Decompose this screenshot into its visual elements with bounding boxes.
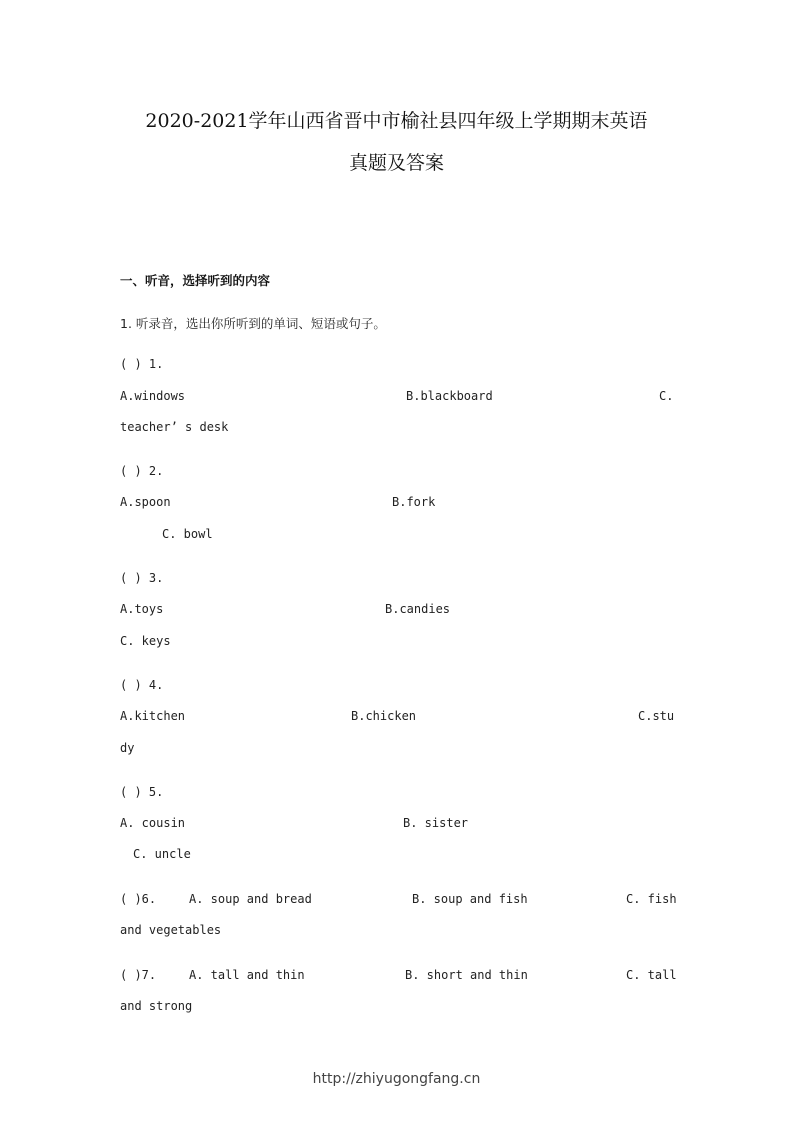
option-c: C. keys <box>120 634 171 648</box>
question-number: ( )6. <box>120 892 157 906</box>
option-a: A. tall and thin <box>189 968 305 982</box>
question-number: ( ) 2. <box>120 464 164 478</box>
option-c: C. tall <box>626 968 677 982</box>
option-c: C. uncle <box>133 847 191 861</box>
option-c-continued: and vegetables <box>120 923 222 937</box>
option-b: B.blackboard <box>406 389 493 403</box>
option-c-continued: teacher’ s desk <box>120 420 229 434</box>
option-b: B.chicken <box>351 709 417 723</box>
option-b: B. short and thin <box>405 968 528 982</box>
option-a: A.spoon <box>120 495 171 509</box>
option-b: B. sister <box>403 816 469 830</box>
instruction-text: 1. 听录音，选出你所听到的单词、短语或句子。 <box>120 316 386 331</box>
option-a: A.kitchen <box>120 709 186 723</box>
question-number: ( ) 4. <box>120 678 164 692</box>
footer-url[interactable]: http://zhiyugongfang.cn <box>312 1071 481 1087</box>
question-number: ( ) 5. <box>120 785 164 799</box>
option-b: B.fork <box>392 495 436 509</box>
document-title-line2: 真题及答案 <box>348 152 444 174</box>
option-c: C.stu <box>638 709 675 723</box>
section-heading: 一、听音，选择听到的内容 <box>120 273 271 288</box>
option-a: A.windows <box>120 389 186 403</box>
option-c: C. fish <box>626 892 677 906</box>
option-a: A.toys <box>120 602 164 616</box>
option-c: C. <box>659 389 674 403</box>
option-a: A. cousin <box>120 816 186 830</box>
question-number: ( ) 3. <box>120 571 164 585</box>
question-number: ( )7. <box>120 968 157 982</box>
option-c-continued: dy <box>120 741 135 755</box>
document-title-line1: 2020-2021学年山西省晋中市榆社县四年级上学期期末英语 <box>145 110 648 132</box>
option-c-continued: and strong <box>120 999 193 1013</box>
option-a: A. soup and bread <box>189 892 312 906</box>
option-b: B. soup and fish <box>412 892 528 906</box>
option-c: C. bowl <box>162 527 213 541</box>
question-number: ( ) 1. <box>120 357 164 371</box>
option-b: B.candies <box>385 602 451 616</box>
